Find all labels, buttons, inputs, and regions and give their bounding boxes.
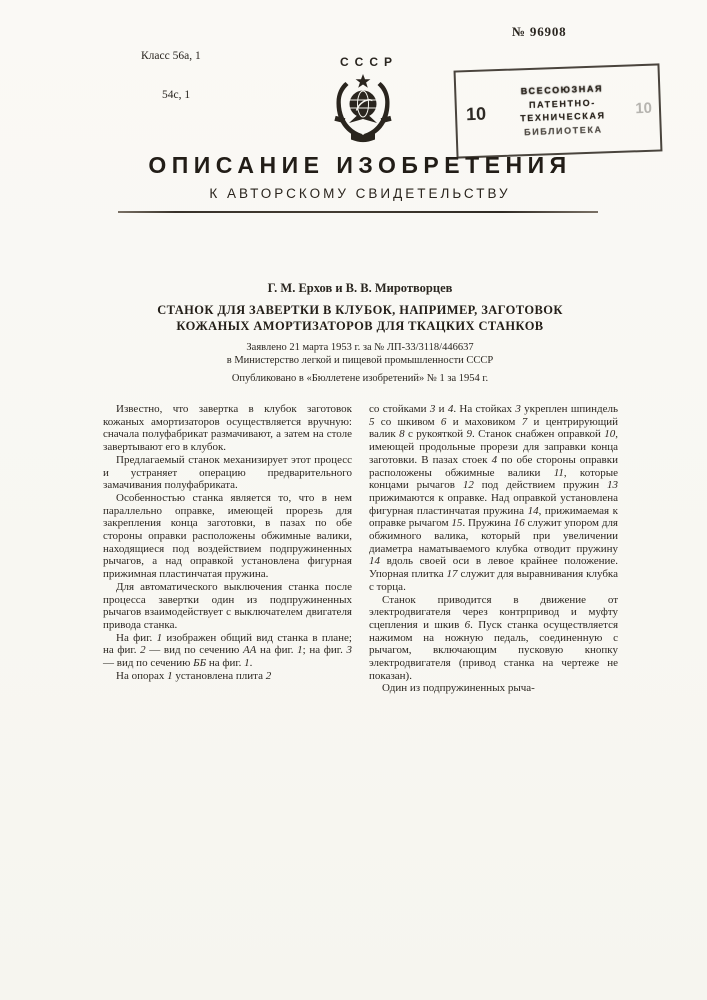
document-subtitle: К АВТОРСКОМУ СВИДЕТЕЛЬСТВУ — [209, 186, 511, 201]
published-line: Опубликовано в «Бюллетене изобретений» № 1 за 1954 г. — [231, 373, 489, 384]
title-rule — [118, 211, 598, 213]
paragraph: Станок приводится в движение от электродвигателя через контрпривод и муфту сцепления и шкив 6. Пуск станка осуществляется нажимом на ножную педаль, соединенную с рычагом, включающим пусковую кнопку электродвигателя (привод станка на чертеже не показан). — [369, 593, 619, 682]
body-columns — [103, 403, 618, 695]
paragraph: На опорах 1 установлена плита 2 — [116, 669, 272, 682]
stamp-line-1: ВСЕСОЮЗНАЯ — [520, 83, 604, 97]
class-block — [141, 24, 201, 128]
body-column-right — [369, 403, 618, 695]
stamp-number-left: 10 — [465, 103, 487, 124]
patent-number: № 96908 — [512, 24, 567, 39]
filing-line-1: Заявлено 21 марта 1953 г. за № ЛП-33/3118/446637 — [246, 342, 474, 353]
paragraph: На фиг. 1 изображен общий вид станка в плане; на фиг. 2 — вид по сечению АА на фиг. 1; на фиг. 3 — вид по сечению ББ на фиг. 1. — [103, 631, 352, 670]
document-title: ОПИСАНИЕ ИЗОБРЕТЕНИЯ — [148, 152, 572, 178]
stamp-text — [489, 81, 636, 140]
body-column-left — [103, 403, 352, 695]
invention-title-line-2: КОЖАНЫХ АМОРТИЗАТОРОВ ДЛЯ ТКАЦКИХ СТАНКОВ — [176, 318, 544, 333]
paragraph: Особенностью станка является то, что в нем параллельно оправке, имеющей прорезь для закрепления конца заготовки, в пазах по обе стороны оправки расположены обжимные валики, находящиеся под воздействием подпружиненных рычагов, а над оправкой установлена фигурная прижимная пластинчатая пружина. — [103, 491, 352, 581]
library-stamp — [454, 63, 663, 158]
paragraph: Известно, что завертка в клубок заготовок кожаных амортизаторов осуществляется вручную: сначала полуфабрикат размачивают, а затем на столе завертывают его в клубок. — [103, 403, 352, 454]
ussr-coat-of-arms-icon — [332, 73, 394, 143]
invention-title-line-1: СТАНОК ДЛЯ ЗАВЕРТКИ В КЛУБОК, НАПРИМЕР, ЗАГОТОВОК — [157, 303, 563, 317]
class-line-2: 54с, 1 — [162, 89, 191, 101]
authors-line: Г. М. Ерхов и В. В. Миротворцев — [267, 281, 453, 295]
stamp-line-4: БИБЛИОТЕКА — [523, 123, 603, 137]
class-line-1: Класс 56а, 1 — [141, 50, 201, 62]
paragraph: Предлагаемый станок механизирует этот процесс и устраняет операцию предварительного замачивания полуфабриката. — [103, 453, 352, 492]
invention-title — [54, 303, 666, 334]
paragraph: Для автоматического выключения станка после процесса завертки один из подпружиненных рычагов взаимодействует с выключателем двигателя привода станка. — [103, 580, 352, 631]
stamp-number-right: 10 — [634, 99, 653, 117]
filing-info — [54, 342, 666, 386]
stamp-line-2: ПАТЕНТНО- — [528, 97, 597, 110]
paragraph: со стойками 3 и 4. На стойках 3 укреплен шпиндель 5 со шкивом 6 и маховиком 7 и центрирующий валик 8 с рукояткой 9. Станок снабжен оправкой 10, имеющей продольные прорези для заправки конца заготовки. В пазах стоек 4 по обе стороны оправки расположены обжимные валики 11, которые концами рычагов 12 под действием пружин 13 прижимаются к оправке. Над оправкой установлена фигурная пластинчатая пружина 14, прижимаемая к оправке рычагом 15. Пружина 16 служит упором для обжимного валика, который при увеличении диаметра наматываемого клубка отводит пружину 14 вдоль своей оси в левое крайнее положение. Упорная плитка 17 служит для выравнивания клубка с торца. — [369, 403, 619, 593]
filing-line-2: в Министерство легкой и пищевой промышленности СССР — [226, 354, 494, 366]
paragraph: Один из подпружиненных рыча- — [382, 682, 535, 695]
stamp-line-3: ТЕХНИЧЕСКАЯ — [520, 110, 606, 124]
country-label: СССР — [339, 55, 398, 69]
